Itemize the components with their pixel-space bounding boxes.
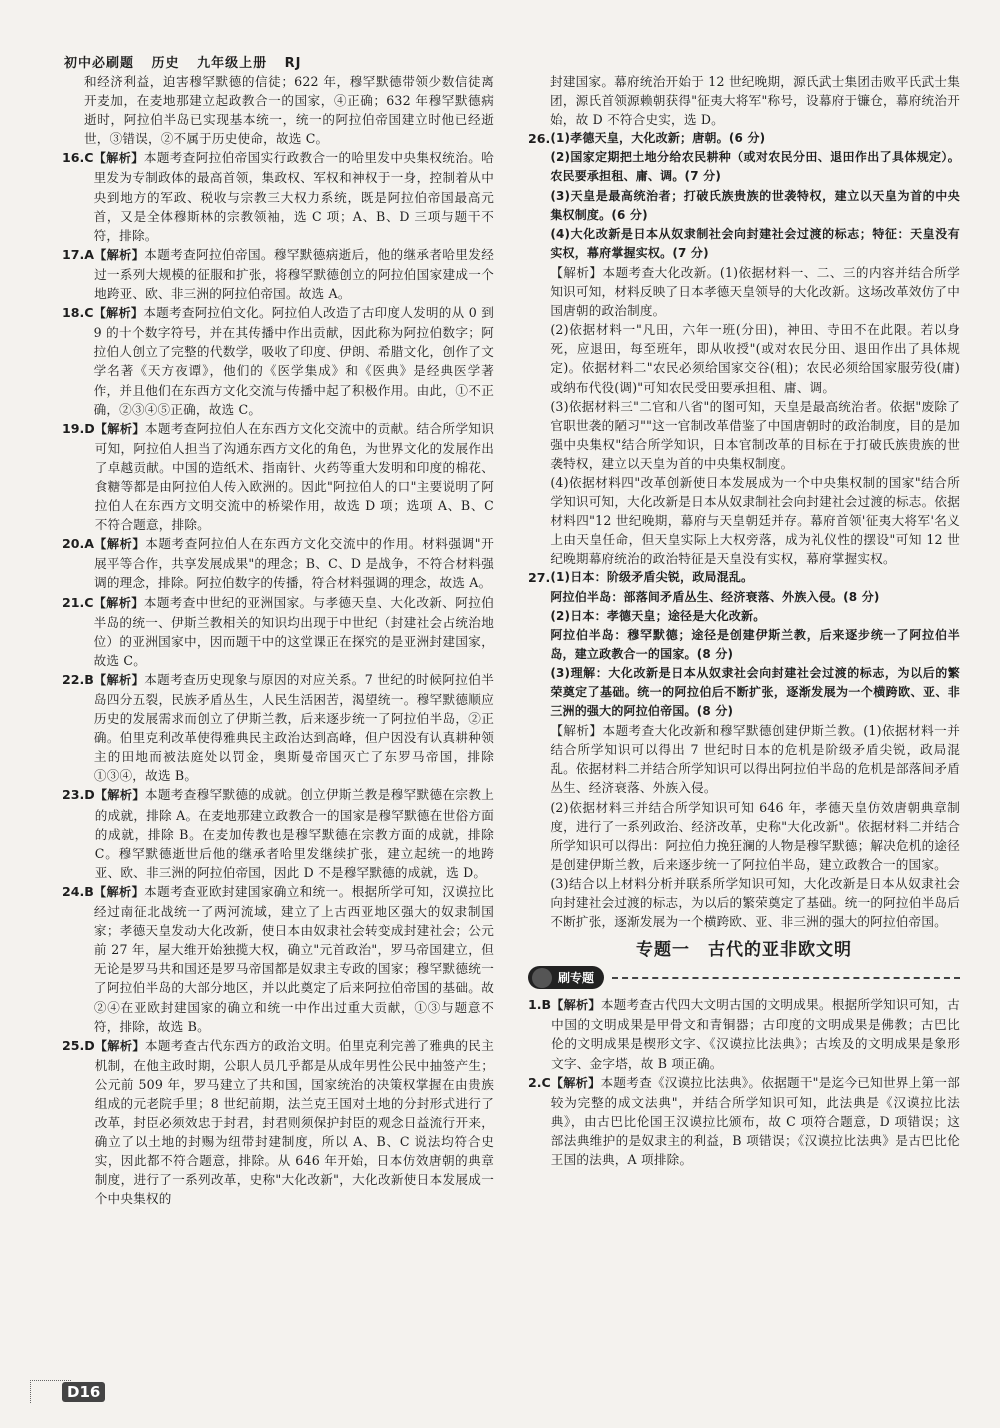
- answer-line: (2)日本：孝德天皇；途径是大化改新。: [550, 608, 766, 623]
- analysis-paragraph: 【解析】本题考查大化改新。(1)依据材料一、二、三的内容并结合所学知识可知，材料反映了日本孝德天皇领导的大化改新。这场改革效仿了中国唐朝的政治制度。: [550, 264, 960, 319]
- answer-line: 阿拉伯半岛：部落间矛盾丛生、经济衰落、外族入侵。(8 分): [550, 589, 880, 604]
- answer-item: [62, 303, 494, 419]
- page-number: D16: [62, 1382, 105, 1402]
- analysis-text: 本题考查阿拉伯帝国。穆罕默德病逝后，他的继承者哈里发经过一系列大规模的征服和扩张，将穆罕默德创立的阿拉伯国家建成一个地跨亚、欧、非三洲的阿拉伯帝国。故选 A。: [94, 246, 494, 302]
- analysis-text: 本题考查《汉谟拉比法典》。依据题干"是迄今已知世界上第一部较为完整的成文法典"，并结合所学知识可知，此法典是《汉谟拉比法典》，由古巴比伦国王汉谟拉比颁布，故 C 项符合题意，D 项错误；这部法典维护的是奴隶主的利益，B 项错误；《汉谟拉比法典》是古巴比伦王国的法典，A 项排除。: [550, 1074, 960, 1167]
- answer-number: 1.B: [528, 997, 552, 1013]
- answer-text: [94, 670, 494, 786]
- analysis-tag: 【解析】: [94, 421, 145, 436]
- answer-number: 2.C: [528, 1074, 551, 1090]
- analysis-tag: 【解析】: [551, 998, 601, 1013]
- analysis-text: 本题考查阿拉伯文化。阿拉伯人改造了古印度人发明的从 0 到 9 的十个数字符号，并在其传播中作出贡献，因此称为阿拉伯数字；阿拉伯人创立了完整的代数学，吸收了印度、伊朗、希腊文化，创作了文学名著《天方夜谭》，他们的《医学集成》和《医典》是经典医学著作，并且他们在东西方文化交流与传播中起了积极作用。由此，①不正确，②③④⑤正确，故选 C。: [93, 305, 494, 417]
- analysis-text: 本题考查中世纪的亚洲国家。与孝德天皇、大化改新、阿拉伯半岛的统一、伊斯兰教相关的知识均出现于中世纪（封建社会占统治地位）的亚洲国家中，因而题干中的这堂课正在探究的是亚洲封建国家，故选 C。: [93, 594, 494, 668]
- analysis-text: 本题考查穆罕默德的成就。创立伊斯兰教是穆罕默德在宗教上的成就，排除 A。在麦地那建立政教合一的国家是穆罕默德在世俗方面的成就，排除 B。在麦加传教也是穆罕默德在宗教方面的成就，排除 C。穆罕默德逝世后他的继承者哈里发继续扩张，建立起统一的地跨亚、欧、非三洲的阿拉伯帝国，因此 D 不是穆罕默德的成就，选 D。: [94, 787, 494, 880]
- answer-text: [94, 882, 494, 1036]
- q27-body: [550, 568, 960, 931]
- answer-line: (1)孝德天皇，大化改新；唐朝。(6 分): [550, 131, 766, 146]
- analysis-paragraph: (2)依据材料三并结合所学知识可知 646 年，孝德天皇仿效唐朝典章制度，进行了一系列政治、经济改革，史称"大化改新"。依据材料二并结合所学知识可以得出：阿拉伯力挽狂澜的人物是穆罕默德；解决危机的途径是创建伊斯兰教，后来逐步统一了阿拉伯半岛，建立政教合一的国家。: [550, 799, 960, 872]
- answer-text: [94, 148, 494, 244]
- answer-line: (1)日本：阶级矛盾尖锐，政局混乱。: [550, 570, 754, 585]
- analysis-tag: 【解析】: [94, 247, 145, 262]
- analysis-paragraph: (4)依据材料四"改革创新使日本发展成为一个中央集权制的国家"结合所学知识可知，大化改新是日本从奴隶制社会向封建社会过渡的标志。依据材料四"12 世纪晚期，幕府与天皇朝廷并存。幕府首领'征夷大将军'名义上由天皇任命，但天皇实际上大权旁落，成为礼仪性的摆设"可知 12 世纪晚期幕府统治的政治特征是天皇没有实权，幕府掌握实权。: [550, 474, 960, 567]
- analysis-tag: 【解析】: [93, 884, 145, 899]
- answer-number: 24.B: [62, 883, 94, 899]
- page-header: [64, 52, 314, 71]
- answer-number: 18.C: [62, 305, 94, 321]
- brush-label: 刷专题: [528, 966, 604, 989]
- answer-line: (3)天皇是最高统治者；打破氏族贵族的世袭特权，建立以天皇为首的中央集权制度。(6 分): [550, 188, 960, 222]
- analysis-paragraph: (2)依据材料一"凡田，六年一班(分田)，神田、寺田不在此限。若以身死，应退田，每至班年，即从收授"(或对农民分田、退田作出了具体规定)。依据材料二"农民必须给国家交谷(租)；农民必须给国家服劳役(庸)或纳布代役(调)"可知农民受田要承担租、庸、调。: [550, 322, 960, 395]
- analysis-tag: 【解析】: [93, 672, 145, 687]
- answer-number: 23.D: [62, 787, 95, 803]
- question-27: [528, 568, 960, 931]
- series-name: 初中必刷题: [64, 56, 135, 71]
- answer-item: [62, 534, 494, 592]
- answer-line: (2)国家定期把土地分给农民耕种（或对农民分田、退田作出了具体规定）。农民要承担租、庸、调。(7 分): [550, 150, 960, 184]
- answer-text: [94, 534, 494, 592]
- answer-number: 20.A: [62, 536, 95, 552]
- answer-text: [94, 303, 494, 419]
- analysis-text: 本题考查阿拉伯帝国实行政教合一的哈里发中央集权统治。哈里发为专制政体的最高首领，集政权、军权和神权于一身，控制着从中央到地方的军政、税收与宗教三大权力系统，既是阿拉伯帝国最高元首，又是全体穆斯林的宗教领袖，选 C 项；A、B、D 三项与题干不符，排除。: [93, 150, 494, 243]
- answer-line: (4)大化改新是日本从奴隶制社会向封建社会过渡的标志；特征：天皇没有实权，幕府掌握实权。(7 分): [550, 226, 960, 260]
- answer-number: 25.D: [62, 1037, 95, 1053]
- analysis-tag: 【解析】: [94, 537, 146, 552]
- answer-text: [551, 995, 960, 1072]
- answer-item: [62, 148, 494, 244]
- answer-number: 21.C: [62, 594, 94, 610]
- right-column: [528, 72, 960, 1169]
- answer-text: [95, 419, 494, 535]
- answer-line: 阿拉伯半岛：穆罕默德；途径是创建伊斯兰教，后来逐步统一了阿拉伯半岛，建立政教合一的国家。(8 分): [550, 627, 960, 661]
- analysis-text: 本题考查古代东西方的政治文明。伯里克利完善了雅典的民主机制，在他主政时期，公职人员几乎都是从成年男性公民中抽签产生；公元前 509 年，罗马建立了共和国，国家统治的决策权掌握在由贵族组成的元老院手里；8 世纪前期，法兰克王国对土地的分封形式进行了改革，封臣必须效忠于封君，封君则须保护封臣的观念日益流行开来，确立了以土地的封赐为纽带封建制度，所以 A、B、C 说法均符合史实，因此都不符合题意，排除。从 646 年开始，日本仿效唐朝的典章制度，进行了一系列改革，史称"大化改新"，大化改新使日本发展成一个中央集权的: [94, 1037, 494, 1207]
- answer-item: [62, 419, 494, 535]
- answer-item: [528, 1073, 960, 1169]
- right-answer-list: [528, 995, 960, 1169]
- left-answer-list: [62, 148, 494, 1208]
- edition-name: RJ: [284, 56, 302, 71]
- left-column: [62, 72, 494, 1209]
- subject-name: 历史: [151, 56, 180, 71]
- grade-name: 九年级上册: [197, 56, 268, 71]
- answer-item: [62, 670, 494, 786]
- analysis-tag: 【解析】: [94, 1038, 145, 1053]
- analysis-text: 本题考查阿拉伯人在东西方文化交流中的作用。材料强调"开展平等合作，共享发展成果"的理念；B、C、D 是战争，不符合材料强调的理念，排除。阿拉伯数字的传播，符合材料强调的理念，故选 A。: [94, 536, 494, 591]
- analysis-paragraph: (3)依据材料三"二官和八省"的图可知，天皇是最高统治者。依据"废除了官职世袭的陋习""这一官制改革借鉴了中国唐朝时的政治制度，目的是加强中央集权"结合所学知识，日本官制改革的目标在于打破氏族贵族的世袭特权，建立以天皇为首的中央集权制度。: [550, 398, 960, 471]
- intro-paragraph: 和经济利益，迫害穆罕默德的信徒；622 年，穆罕默德带领少数信徒离开麦加，在麦地那建立起政教合一的国家，④正确；632 年穆罕默德病逝时，阿拉伯半岛已实现基本统一，统一的阿拉伯帝国建立时他已经逝世，③错误，②不属于历史使命，故选 C。: [84, 74, 494, 147]
- analysis-paragraph: (3)结合以上材料分析并联系所学知识可知，大化改新是日本从奴隶社会向封建社会过渡的标志，为以后的繁荣奠定了基础。统一的阿拉伯半岛后不断扩张，逐渐发展为一个横跨欧、亚、非三洲的强大的阿拉伯帝国。: [550, 875, 960, 930]
- answer-text: [551, 1073, 960, 1169]
- analysis-tag: 【解析】: [550, 1075, 601, 1090]
- answer-number: 17.A: [62, 246, 95, 262]
- q27-number: 27.: [528, 570, 551, 586]
- q26-number: 26.: [528, 131, 551, 147]
- analysis-tag: 【解析】: [94, 788, 145, 803]
- answer-text: [94, 245, 494, 303]
- answer-number: 19.D: [62, 420, 95, 436]
- analysis-paragraph: 【解析】本题考查大化改新和穆罕默德创建伊斯兰教。(1)依据材料一并结合所学知识可以得出 7 世纪时日本的危机是阶级矛盾尖锐，政局混乱。依据材料二并结合所学知识可以得出阿拉伯半岛的危机是部落间矛盾丛生、经济衰落、外族入侵。: [550, 723, 960, 796]
- analysis-text: 本题考查古代四大文明古国的文明成果。根据所学知识可知，古中国的文明成果是甲骨文和青铜器；古印度的文明成果是佛教；古巴比伦的文明成果是楔形文字、《汉谟拉比法典》；古埃及的文明成果是象形文字、金字塔，故 B 项正确。: [551, 997, 960, 1071]
- analysis-tag: 【解析】: [93, 595, 144, 610]
- analysis-tag: 【解析】: [93, 306, 144, 321]
- analysis-text: 本题考查阿拉伯人在东西方文化交流中的贡献。结合所学知识可知，阿拉伯人担当了沟通东西方文化的角色，为世界文化的发展作出了卓越贡献。中国的造纸术、指南针、火药等重大发明和印度的棉花、食糖等都是由阿拉伯人传入欧洲的。因此"阿拉伯人的口"主要说明了阿拉伯人在东西方文明交流中的桥梁作用，故选 D 项；选项 A、B、C 不符合题意，排除。: [94, 420, 494, 533]
- answer-text: [95, 1036, 494, 1209]
- answer-line: (3)理解：大化改新是日本从奴隶社会向封建社会过渡的标志，为以后的繁荣奠定了基础。统一的阿拉伯后不断扩张，逐渐发展为一个横跨欧、亚、非三洲的强大的阿拉伯帝国。(8 分): [550, 665, 960, 719]
- answer-item: [62, 1036, 494, 1209]
- answer-item: [528, 995, 960, 1072]
- answer-item: [62, 245, 494, 303]
- answer-text: [94, 593, 494, 670]
- answer-text: [95, 785, 494, 881]
- question-26: [528, 129, 960, 568]
- answer-item: [62, 785, 494, 881]
- q26-body: [550, 129, 960, 568]
- analysis-text: 本题考查历史现象与原因的对应关系。7 世纪的时候阿拉伯半岛四分五裂，民族矛盾丛生，人民生活困苦，渴望统一。穆罕默德顺应历史的发展需求而创立了伊斯兰教，后来逐步统一了阿拉伯半岛，②正确。伯里克利改革使得雅典民主政治达到高峰，但户因没有认真耕种领主的田地而被法庭处以罚金，奥斯曼帝国灭亡了东罗马帝国，排除①③④，故选 B。: [93, 671, 494, 784]
- q25-continuation: 封建国家。幕府统治开始于 12 世纪晚期，源氏武士集团击败平氏武士集团，源氏首领源赖朝获得"征夷大将军"称号，设幕府于镰仓，幕府统治开始，故 D 不符合史实，选 D。: [550, 74, 960, 128]
- brush-divider: [612, 977, 960, 979]
- answer-number: 22.B: [62, 671, 94, 687]
- answer-item: [62, 593, 494, 670]
- answer-item: [62, 882, 494, 1036]
- section-title: 专题一 古代的亚非欧文明: [636, 940, 852, 961]
- analysis-tag: 【解析】: [93, 151, 144, 166]
- analysis-text: 本题考查亚欧封建国家确立和统一。根据所学可知，汉谟拉比经过南征北战统一了两河流域，建立了上古西亚地区强大的奴隶制国家；孝德天皇发动大化改新，使日本由奴隶社会转变成封建社会；公元前 27 年，屋大维开始独揽大权，确立"元首政治"，罗马帝国建立，但无论是罗马共和国还是罗马帝国都是奴隶主专政的国家；穆罕默德统一了阿拉伯半岛的大部分地区，并以此奠定了后来阿拉伯帝国的基础。故②④在亚欧封建国家的确立和统一中作出过重大贡献，①③与题意不符，排除，故选 B。: [93, 883, 494, 1034]
- answer-number: 16.C: [62, 150, 94, 166]
- brush-banner: [528, 966, 960, 989]
